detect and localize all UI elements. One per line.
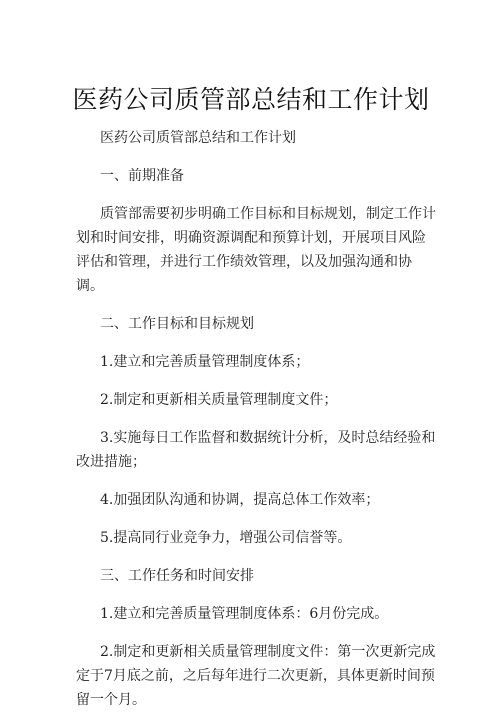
goal-item-2: 2.制定和更新相关质量管理制度文件； (100, 392, 338, 408)
document-body (76, 126, 436, 726)
task-item-1: 1.建立和完善质量管理制度体系：6月份完成。 (100, 606, 389, 622)
section-heading-goals: 二、工作目标和目标规划 (100, 316, 254, 332)
goal-item-5: 5.提高同行业竞争力，增强公司信誉等。 (100, 530, 352, 546)
goal-item-3: 3.实施每日工作监督和数据统计分析，及时总结经验和改进措施； (76, 430, 436, 470)
goal-item-1: 1.建立和完善质量管理制度体系； (100, 354, 310, 370)
goal-item-4: 4.加强团队沟通和协调，提高总体工作效率； (100, 492, 380, 508)
section-heading-tasks: 三、工作任务和时间安排 (100, 568, 254, 584)
task-item-2: 2.制定和更新相关质量管理制度文件：第一次更新完成定于7月底之前，之后每年进行二次更新，具体更新时间预留一个月。 (76, 644, 436, 708)
document-title: 医药公司质管部总结和工作计划 (72, 85, 430, 114)
section-heading-preparation: 一、前期准备 (100, 168, 184, 184)
paragraph-subtitle: 医药公司质管部总结和工作计划 (100, 130, 296, 146)
paragraph-preparation: 质管部需要初步明确工作目标和目标规划，制定工作计划和时间安排，明确资源调配和预算计划，开展项目风险评估和管理，并进行工作绩效管理，以及加强沟通和协调。 (76, 206, 436, 294)
